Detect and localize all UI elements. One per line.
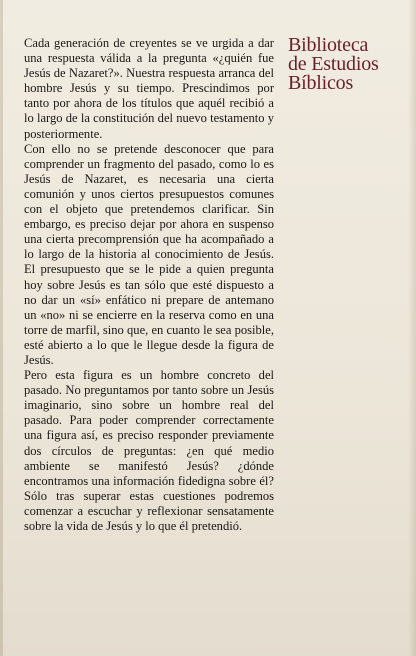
blurb-paragraph-1: Cada generación de creyentes se ve urgida a dar una respuesta válida a la pregunta «¿quién fue Jesús de Nazaret?». Nuestra respuesta arranca del hombre Jesús y su tiempo. Prescindimos por tanto por ahora de los títulos que aquél recibió a lo largo de la constitución del nuevo testamento y posteriormente. [24,36,274,141]
blurb-paragraph-2: Con ello no se pretende desconocer que para comprender un fragmento del pasado, como lo es Jesús de Nazaret, es necesaria una cierta comunión y unos ciertos presupuestos comunes con el objeto que pretendemos clarificar. Sin embargo, es preciso dejar por ahora en suspenso una cierta precomprensión que ha acompañado a lo largo de la historia al conocimiento de Jesús. El presupuesto que se le pide a quien pregunta hoy sobre Jesús es tan sólo que esté dispuesto a no dar un «sí» enfático ni prepare de antemano un «no» ni se encierre en la reserva como en una torre de marfil, sino que, en cuanto le sea posible, esté abierto a lo que le llegue desde la figura de Jesús. [24,141,274,367]
series-title-line-2: de Estudios [288,53,379,75]
series-title-line-1: Biblioteca [288,34,369,56]
blurb-text [24,36,274,534]
series-title [288,36,408,93]
spine-edge [0,0,3,656]
blurb-paragraph-3: Pero esta figura es un hombre concreto del pasado. No preguntamos por tanto sobre un Jesús imaginario, sino sobre un hombre real del pasado. Para poder comprender correctamente una figura así, es preciso responder previamente dos círculos de preguntas: ¿en qué medio ambiente se manifestó Jesús? ¿dónde encontramos una información fidedigna sobre él? Sólo tras superar estas cuestiones podremos comenzar a escuchar y reflexionar sensatamente sobre la vida de Jesús y lo que él pretendió. [24,368,274,533]
series-title-line-3: Bíblicos [288,72,354,94]
